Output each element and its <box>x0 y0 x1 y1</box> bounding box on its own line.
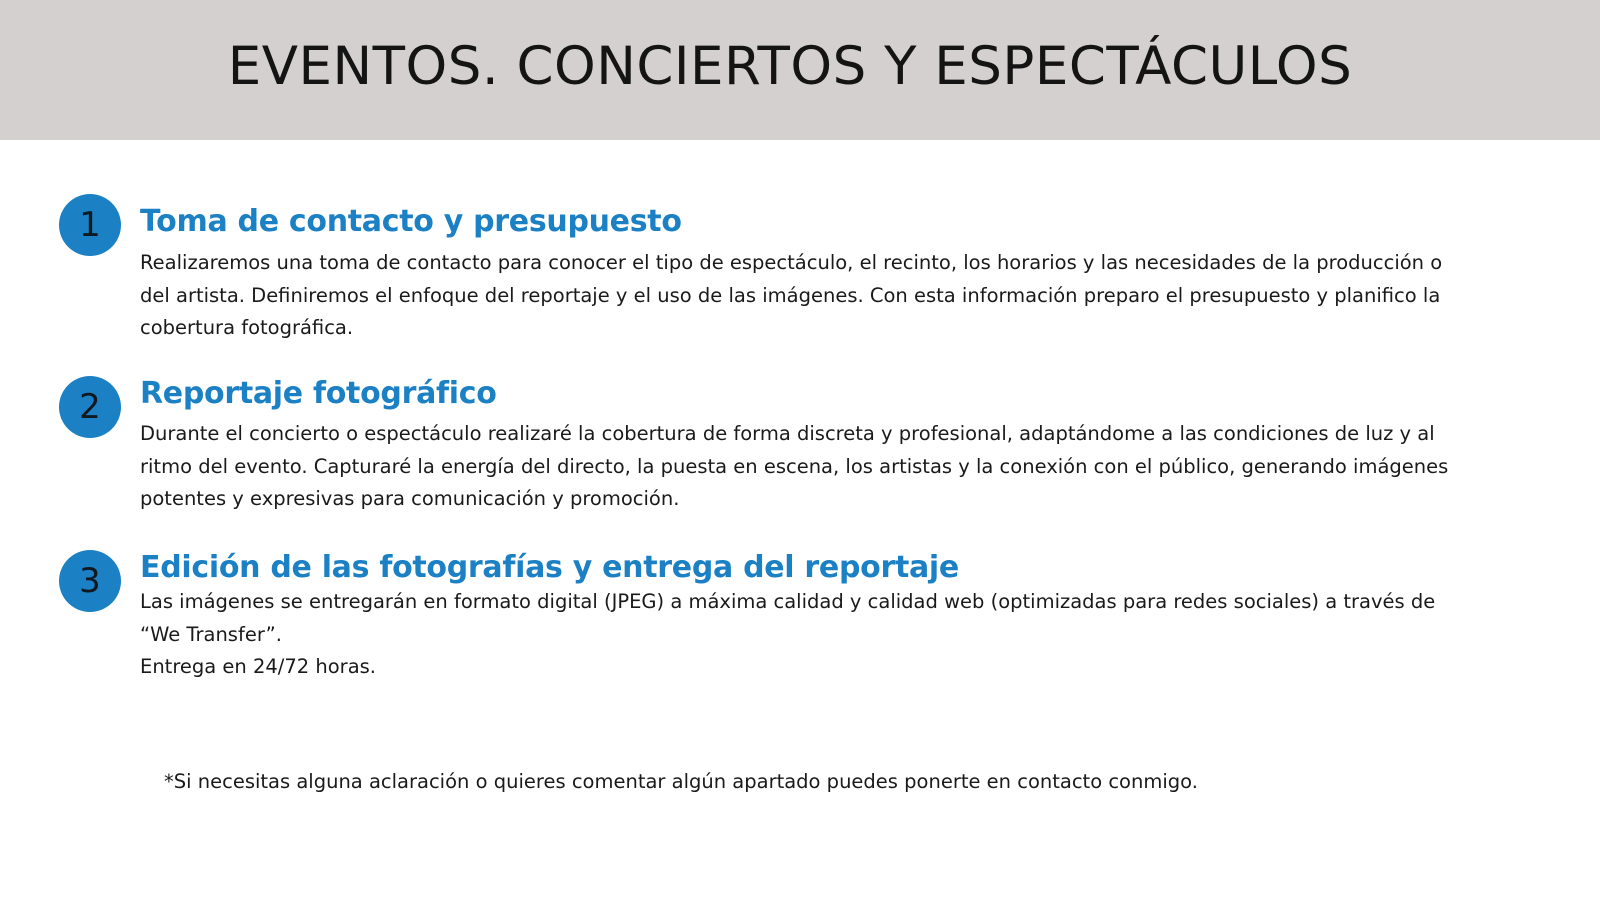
footnote: *Si necesitas alguna aclaración o quieres comentar algún apartado puedes ponerte en contacto conmigo. <box>164 770 1198 793</box>
step-number-badge: 2 <box>59 376 121 438</box>
header-banner <box>0 0 1600 140</box>
step-description <box>140 247 1470 345</box>
step-paragraph: Entrega en 24/72 horas. <box>140 655 376 678</box>
step-title: Reportaje fotográfico <box>140 376 497 411</box>
step-title: Toma de contacto y presupuesto <box>140 204 682 239</box>
page-title: EVENTOS. CONCIERTOS Y ESPECTÁCULOS <box>227 36 1353 97</box>
step-description <box>140 418 1470 516</box>
step-title: Edición de las fotografías y entrega del reportaje <box>140 550 959 585</box>
step-number-badge: 3 <box>59 550 121 612</box>
step-paragraph: Durante el concierto o espectáculo realizaré la cobertura de forma discreta y profesional, adaptándome a las condiciones de luz y al ritmo del evento. Capturaré la energía del directo, la puesta en escena, los artistas y la conexión con el público, generando imágenes potentes y expresivas para comunicación y promoción. <box>140 422 1449 510</box>
step-number-badge: 1 <box>59 194 121 256</box>
step-description <box>140 586 1470 684</box>
step-paragraph: Realizaremos una toma de contacto para conocer el tipo de espectáculo, el recinto, los horarios y las necesidades de la producción o del artista. Definiremos el enfoque del reportaje y el uso de las imágenes. Con esta información preparo el presupuesto y planifico la cobertura fotográfica. <box>140 251 1443 339</box>
step-paragraph: Las imágenes se entregarán en formato digital (JPEG) a máxima calidad y calidad web (optimizadas para redes sociales) a través de “We Transfer”. <box>140 590 1436 646</box>
